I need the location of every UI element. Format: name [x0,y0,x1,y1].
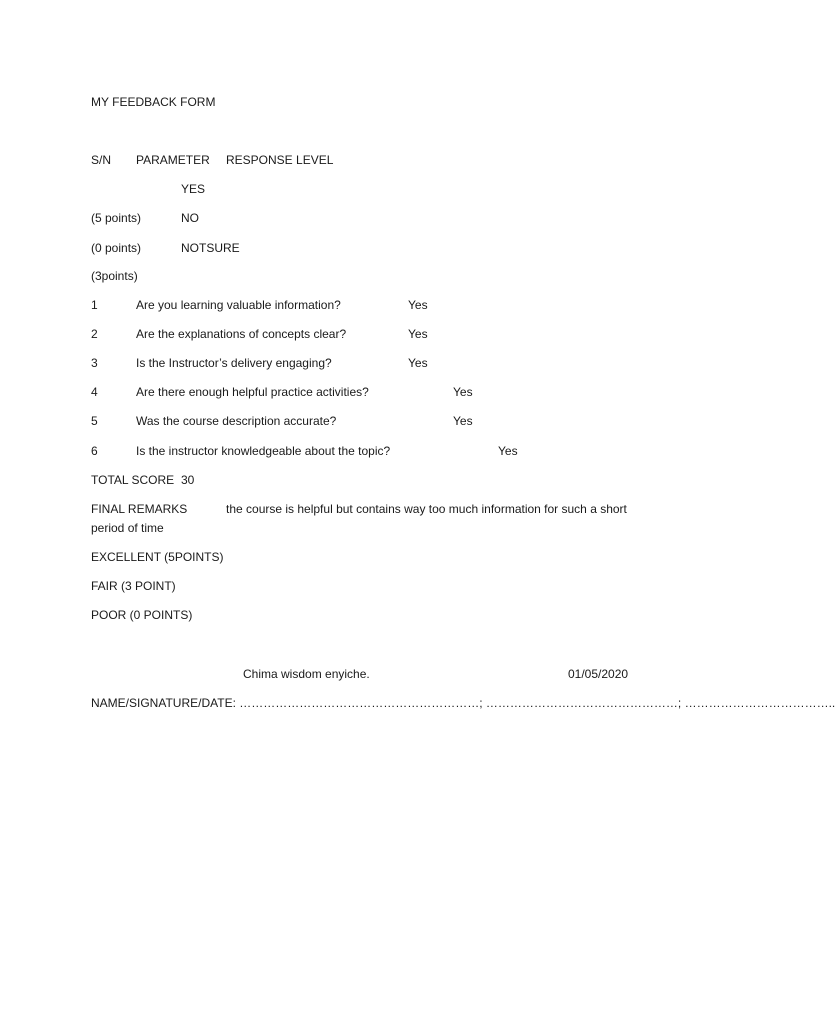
final-remarks-label: FINAL REMARKS [91,502,188,516]
scale-label-no: NO [181,211,199,225]
question-answer: Yes [453,414,473,428]
rating-excellent: EXCELLENT (5POINTS) [91,550,224,564]
scale-points: (5 points) [91,211,142,225]
question-number: 1 [91,298,98,312]
form-title: MY FEEDBACK FORM [91,95,216,109]
question-text: Are the explanations of concepts clear? [136,327,347,341]
question-text: Is the Instructor’s delivery engaging? [136,356,332,370]
question-number: 6 [91,444,98,458]
header-response-level: RESPONSE LEVEL [226,153,334,167]
scale-points: (0 points) [91,241,142,255]
question-answer: Yes [498,444,518,458]
question-number: 3 [91,356,98,370]
question-number: 2 [91,327,98,341]
name-signature-date-line: NAME/SIGNATURE/DATE: ……………………………………………………; …………………………………………; ……………………………….. [91,696,835,710]
rating-poor: POOR (0 POINTS) [91,608,193,622]
question-number: 4 [91,385,98,399]
header-sn: S/N [91,153,112,167]
question-text: Are there enough helpful practice activities? [136,385,369,399]
scale-label-yes: YES [181,182,206,196]
question-number: 5 [91,414,98,428]
scale-points: (3points) [91,269,138,283]
question-answer: Yes [408,327,428,341]
total-score-value: 30 [181,473,195,487]
question-answer: Yes [408,356,428,370]
rating-fair: FAIR (3 POINT) [91,579,176,593]
question-text: Are you learning valuable information? [136,298,341,312]
total-score-label: TOTAL SCORE [91,473,175,487]
scale-label-notsure: NOTSURE [181,241,240,255]
signatory-name: Chima wisdom enyiche. [243,667,370,681]
final-remarks-text: the course is helpful but contains way too much information for such a short [226,502,627,516]
final-remarks-text-continued: period of time [91,521,164,535]
header-parameter: PARAMETER [136,153,210,167]
question-answer: Yes [453,385,473,399]
question-text: Is the instructor knowledgeable about the topic? [136,444,391,458]
signature-date: 01/05/2020 [568,667,629,681]
question-answer: Yes [408,298,428,312]
question-text: Was the course description accurate? [136,414,337,428]
